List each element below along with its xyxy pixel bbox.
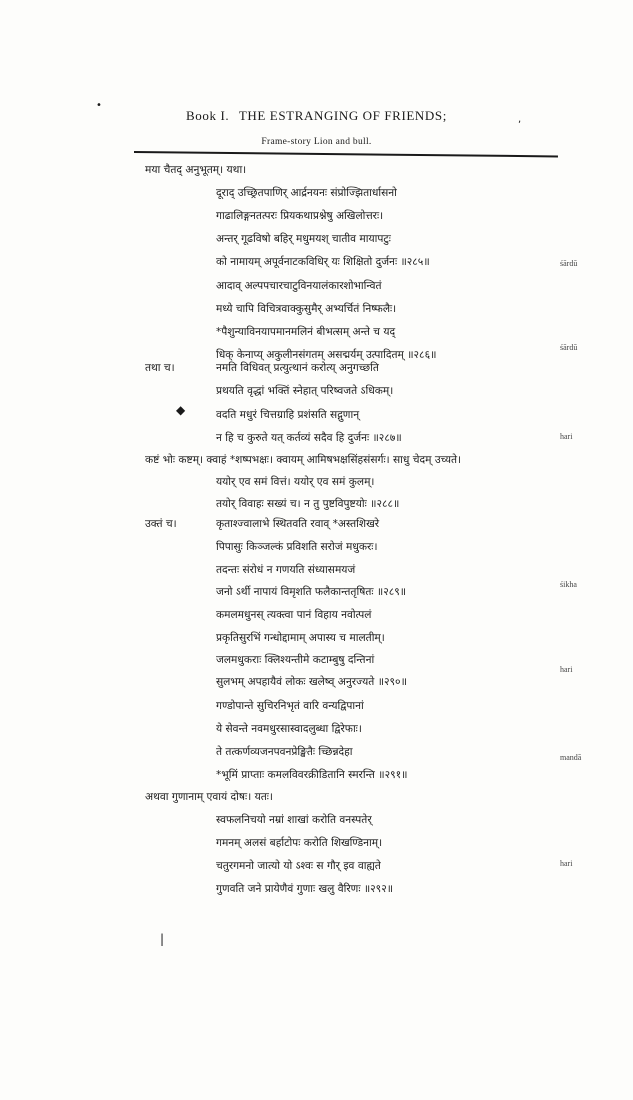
verse-line: तयोर् विवाहः सख्यं च। न तु पुष्टविपुष्टयोः ॥२८८॥ [216,498,400,510]
verse-line: आदाव् अल्पपचारचाटुविनयालंकारशोभान्वितं [216,280,382,292]
verse-line: जनो ऽर्थी नापायं विमृशति फलैकान्ततृषितः ॥२८९॥ [216,586,407,598]
verse-line: चतुरगमनो जात्यो यो ऽश्वः स गौर् इव वाह्यते [216,860,381,872]
text-line: तथा च। [145,362,175,374]
ink-blot: ◆ [176,403,186,417]
meter-note: śārdū [560,259,578,268]
meter-note: hari [560,665,573,674]
meter-note: hari [560,432,573,441]
verse-line: अन्तर् गूढविषो बहिर् मधुमयश् चातीव मायापटुः [216,233,391,245]
stray-mark: , [518,114,522,125]
verse-line: वदति मधुरं चित्तग्राहि प्रशंसति सद्गुणान् [216,409,360,421]
stray-dot: • [96,100,102,111]
book-number: Book I. [186,108,230,123]
verse-line: गुणवति जने प्रायेणैवं गुणाः खलु वैरिणः ॥२९२॥ [216,883,394,895]
meter-note: hari [560,859,573,868]
page-title: THE ESTRANGING OF FRIENDS; [238,108,447,123]
verse-line: प्रथयति वृद्धां भक्तिं स्नेहात् परिष्वजते ऽधिकम्। [216,385,394,397]
stray-mark: | [160,932,165,946]
verse-line: ययोर् एव समं वित्तं। ययोर् एव समं कुलम्। [216,476,375,488]
verse-line: गाढालिङ्गनतत्परः प्रियकथाप्रश्नेषु अखिलोत्तरः। [216,210,384,222]
verse-line: सुलभम् अपहायैवं लोकः खलेष्व् अनुरज्यते ॥२९०॥ [216,676,407,688]
verse-line: कमलमधुनस् त्यक्त्वा पानं विहाय नवोत्पलं [216,609,372,621]
meter-note: śārdū [560,343,578,352]
verse-line: ये सेवन्ते नवमधुरसास्वादलुब्धा द्विरेफाः। [216,723,362,735]
meter-note: śikha [560,580,577,589]
text-line: उक्तं च। [145,518,177,530]
text-line: अथवा गुणानाम् एवायं दोषः। यतः। [145,791,273,803]
verse-line: गमनम् अलसं बर्हाटोपः करोति शिखण्डिनाम्। [216,837,383,849]
text-line: मया चैतद् अनुभूतम्। यथा। [145,164,247,176]
verse-line: *पैशुन्याविनयापमानमलिनं बीभत्सम् अन्ते च यद् [216,326,396,338]
verse-line: प्रकृतिसुरभिं गन्धोद्दामाम् अपास्य च मालतीम्। [216,632,385,644]
verse-line: मध्ये चापि विचित्रवाक्कुसुमैर् अभ्यर्चितं निष्फलैः। [216,303,397,315]
verse-line: दूराद् उच्छ्रितपाणिर् आर्द्रनयनः संप्रोज्झितार्धासनो [216,187,397,199]
verse-line: पिपासुः किञ्जल्कं प्रविशति सरोजं मधुकरः। [216,541,378,553]
verse-line: ते तत्कर्णव्यजनपवनप्रेङ्खितैः च्छिन्नदेहा [216,746,353,758]
verse-line: स्वफलनिचयो नम्रां शाखां करोति वनस्पतेर् [216,814,372,826]
verse-line: न हि च कुरुते यत् कर्तव्यं सदैव हि दुर्जनः ॥२८७॥ [216,432,402,444]
running-subheader: Frame-story Lion and bull. [261,137,372,147]
text-line: कष्टं भोः कष्टम्। क्वाहं *शष्पभक्षः। क्वायम् आमिषभक्षसिंहसंसर्गः। साधु चेदम् उच्यते। [145,454,462,466]
verse-line: धिक् केनाप्य् अकुलीनसंगतम् असद्मर्यम् उत्पादितम् ॥२८६॥ [216,349,437,361]
meter-note: mandā [560,753,582,762]
verse-line: गण्डोपान्ते सुचिरनिभृतं वारि वन्यद्विपानां [216,700,364,712]
verse-line: *भूमिं प्राप्ताः कमलविवरक्रीडितानि स्मरन्ति ॥२९१॥ [216,769,408,781]
verse-line: को नामायम् अपूर्वनाटकविधिर् यः शिक्षितो दुर्जनः ॥२८५॥ [216,256,430,268]
verse-line: नमति विधिवत् प्रत्युत्थानं करोत्य् अनुगच्छति [216,362,379,374]
verse-line: कृताश्ज्वालाभे स्थितवति रवाव् *अस्तशिखरे [216,518,380,530]
verse-line: तदन्तः संरोधं न गणयति संध्यासमयजं [216,564,356,576]
verse-line: जलमधुकराः क्लिश्यन्तीमे कटाम्बुषु दन्तिनां [216,654,375,666]
